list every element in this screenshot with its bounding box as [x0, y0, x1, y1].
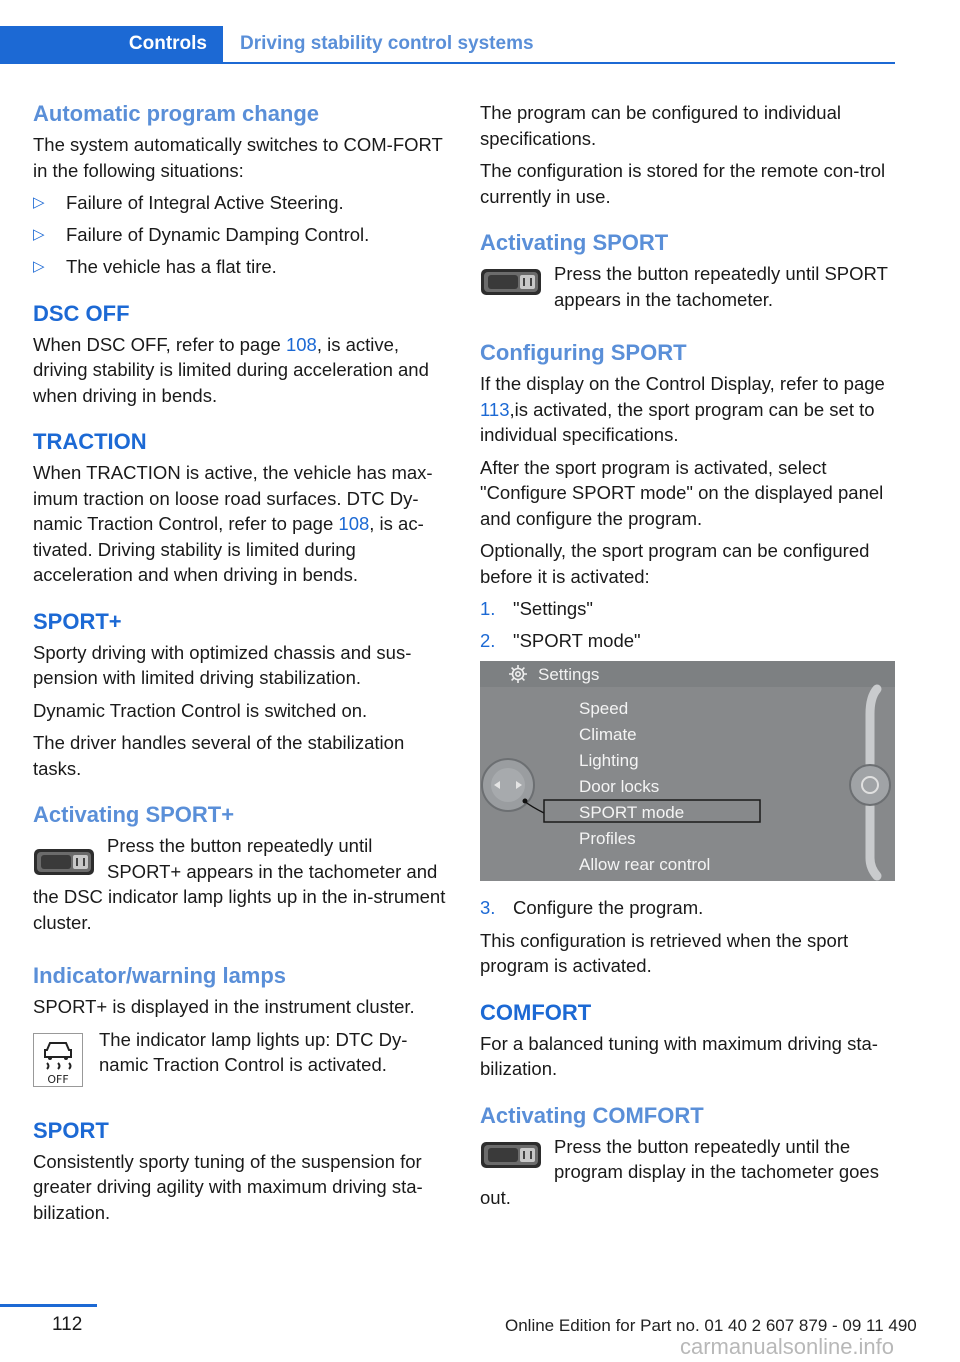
chapter-tab[interactable]: Controls — [0, 26, 223, 62]
activating-comfort-text: Press the button repeatedly until the program display in the tachometer goes out. — [480, 1135, 879, 1208]
list-item: ▷ Failure of Integral Active Steering. — [33, 190, 448, 216]
list-item: 3. Configure the program. — [480, 897, 704, 918]
triangle-bullet-icon: ▷ — [33, 258, 45, 275]
activating-sportplus-text: Press the button repeatedly until SPORT+ appears in the tachometer and the DSC indicator lamp lights up in the in-strument cluster. — [33, 835, 446, 933]
settings-icon-right — [850, 765, 890, 805]
activating-sport-text: Press the button repeatedly until SPORT appears in the tachometer. — [554, 263, 888, 310]
page-link-113[interactable]: 113 — [480, 398, 510, 420]
steps-list — [480, 596, 895, 653]
footer-rule — [0, 1304, 97, 1307]
heading-traction: TRACTION — [33, 429, 147, 454]
driving-dynamics-button-icon — [480, 267, 542, 297]
edition-text: Online Edition for Part no. 01 40 2 607 879 - 09 11 490 — [505, 1316, 917, 1335]
svg-text:OFF: OFF — [47, 1072, 69, 1086]
conf-p2: After the sport program is activated, select "Configure SPORT mode" on the displayed panel and configure the program. — [480, 456, 884, 529]
section-title[interactable]: Driving stability control systems — [240, 33, 534, 54]
driving-dynamics-button-icon — [33, 847, 95, 877]
heading-activating-sport: Activating SPORT — [480, 230, 669, 255]
heading-comfort: COMFORT — [480, 999, 592, 1025]
screen-menu-item[interactable]: Door locks — [579, 777, 660, 796]
conf-text: If the display on the Control Display, refer to page 113,is activated, the sport program can be set to individual specifications. — [480, 373, 885, 445]
left-column — [33, 100, 448, 1232]
triangle-bullet-icon: ▷ — [33, 226, 45, 243]
page-link-108[interactable]: 108 — [338, 513, 370, 534]
list-item: 2. "SPORT mode" — [480, 629, 641, 651]
activating-sport-block — [480, 261, 895, 319]
comfort-text: For a balanced tuning with maximum driving sta-bilization. — [480, 1032, 878, 1079]
screen-menu-item[interactable]: SPORT mode — [579, 803, 685, 822]
heading-activating-comfort: Activating COMFORT — [480, 1102, 704, 1128]
activating-comfort-block — [480, 1134, 895, 1218]
driving-dynamics-button-icon — [480, 1140, 542, 1170]
list-item: ▷ The vehicle has a flat tire. — [33, 254, 448, 280]
sport-text: Consistently sporty tuning of the suspension for greater driving agility with maximum driving sta-bilization. — [33, 1150, 423, 1223]
list-item: ▷ Failure of Dynamic Damping Control. — [33, 222, 448, 248]
screen-menu-item[interactable]: Speed — [579, 699, 629, 718]
right-column — [480, 100, 895, 1224]
page-link-108[interactable]: 108 — [285, 333, 317, 355]
lamp-block — [33, 1027, 448, 1091]
retrieved-text: This configuration is retrieved when the sport program is activated. — [480, 929, 849, 976]
lamps-p2: The indicator lamp lights up: DTC Dy-namic Traction Control is activated. — [99, 1028, 408, 1075]
config-p1: The program can be configured to individual specifications. — [480, 102, 841, 149]
config-p2: The configuration is stored for the remote con-trol currently in use. — [480, 160, 886, 207]
conf-p3: Optionally, the sport program can be configured before it is activated: — [480, 540, 870, 587]
steps-list-2 — [480, 895, 895, 921]
activating-sportplus-block — [33, 833, 448, 942]
screen-menu-item[interactable]: Lighting — [579, 751, 639, 770]
screen-title: Settings — [538, 665, 600, 684]
settings-screen-image — [480, 661, 895, 881]
triangle-bullet-icon: ▷ — [33, 194, 45, 211]
heading-sport-plus: SPORT+ — [33, 608, 122, 634]
heading-automatic-program-change: Automatic program change — [33, 101, 320, 126]
screen-menu-item[interactable]: Allow rear control — [579, 855, 711, 874]
page-number: 112 — [52, 1314, 83, 1335]
traction-text: When TRACTION is active, the vehicle has max-imum traction on loose road surfaces. DTC Dy-namic Traction Control, refer to page 108, is ac-tivated. Driving stability is limited during acceleration and when driving in bends. — [33, 462, 433, 585]
heading-sport: SPORT — [33, 1117, 109, 1143]
heading-indicator-lamps: Indicator/warning lamps — [33, 963, 287, 988]
watermark: carmanualsonline.info — [680, 1334, 895, 1359]
lamps-p1: SPORT+ is displayed in the instrument cluster. — [33, 996, 415, 1017]
settings-screen-graphic — [480, 661, 895, 881]
dtc-off-indicator-icon — [33, 1033, 83, 1087]
sportplus-p3: The driver handles several of the stabilization tasks. — [33, 732, 405, 779]
list-item: 1. "Settings" — [480, 598, 593, 619]
heading-dsc-off: DSC OFF — [33, 300, 130, 326]
dsc-text: When DSC OFF, refer to page 108, is active, driving stability is limited during acceleration and when driving in bends. — [33, 333, 429, 406]
auto-intro: The system automatically switches to COM-FORT in the following situations: — [33, 134, 443, 181]
sportplus-p1: Sporty driving with optimized chassis and sus-pension with limited driving stabilization. — [33, 641, 412, 688]
heading-configuring-sport: Configuring SPORT — [480, 340, 687, 365]
screen-menu-item[interactable]: Profiles — [579, 829, 636, 848]
auto-list — [33, 190, 448, 280]
heading-activating-sport-plus: Activating SPORT+ — [33, 802, 235, 827]
screen-menu-item[interactable]: Climate — [579, 725, 637, 744]
sportplus-p2: Dynamic Traction Control is switched on. — [33, 699, 368, 721]
